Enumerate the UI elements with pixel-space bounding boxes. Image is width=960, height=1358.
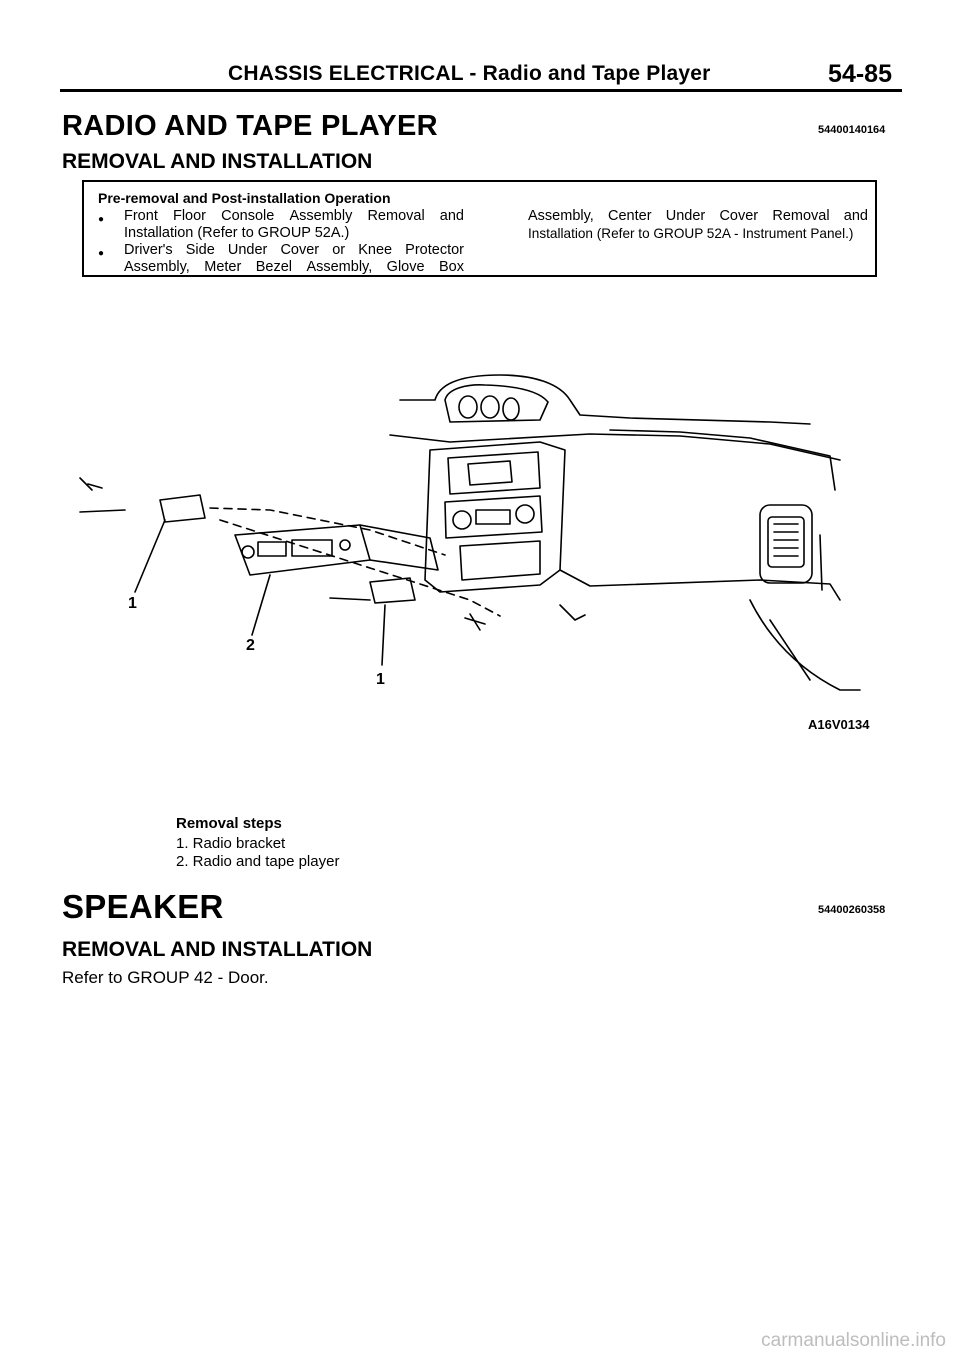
page-header xyxy=(60,58,902,92)
bullet-item-1 xyxy=(98,208,464,242)
bullet-dot: ● xyxy=(98,214,105,225)
word: Under xyxy=(227,242,268,258)
radio-bracket-right xyxy=(370,578,415,603)
leader-1-center xyxy=(382,605,385,665)
tape-slot xyxy=(292,540,332,556)
step-item: 2. Radio and tape player xyxy=(176,853,340,870)
radio-unit-front xyxy=(235,525,370,575)
dash-right-end xyxy=(820,535,822,590)
word: Removal xyxy=(772,208,830,224)
screw-left xyxy=(80,510,125,512)
removal-steps xyxy=(176,815,339,871)
pre-removal-box xyxy=(82,180,877,277)
removal-steps-title: Removal steps xyxy=(176,815,282,832)
leader-2 xyxy=(252,575,270,635)
right-line2: Installation (Refer to GROUP 52A - Instrument Panel.) xyxy=(528,226,854,241)
ac-knob-left xyxy=(453,511,471,529)
callout-1-center: 1 xyxy=(376,671,385,688)
gauge-right xyxy=(503,398,519,420)
glovebox-edge xyxy=(770,620,810,680)
side-vent-louvers xyxy=(774,524,798,556)
leader-1-left xyxy=(135,520,165,592)
radio-knob-right xyxy=(340,540,350,550)
word: Removal xyxy=(367,208,425,224)
word: Assembly, xyxy=(306,259,373,275)
word: Assembly, xyxy=(124,259,190,275)
watermark: carmanualsonline.info xyxy=(761,1330,946,1351)
word: Knee xyxy=(358,242,393,258)
harness-guide-line xyxy=(210,508,445,555)
word: Cover xyxy=(719,208,759,224)
callout-1-left: 1 xyxy=(128,595,137,612)
callout-2: 2 xyxy=(246,637,255,654)
lower-dash-edge xyxy=(560,570,840,600)
dash-upper-edge xyxy=(390,434,840,460)
screw-top-left xyxy=(80,478,102,490)
word: Driver's xyxy=(124,242,173,258)
word: Meter xyxy=(204,259,242,275)
right-line1 xyxy=(528,208,868,225)
step-item: 1. Radio bracket xyxy=(176,835,286,852)
gauge-left xyxy=(459,396,477,418)
section-title: CHASSIS ELECTRICAL - Radio and Tape Player xyxy=(228,62,711,85)
header-rule xyxy=(60,89,902,92)
radio-bracket-left xyxy=(160,495,205,522)
bullet2-line2 xyxy=(124,259,464,276)
bullet1-line2: Installation (Refer to GROUP 52A.) xyxy=(124,225,350,241)
pre-removal-left-column xyxy=(98,208,464,276)
word: Console xyxy=(221,208,275,224)
word: or xyxy=(332,242,346,258)
figure-code: A16V0134 xyxy=(808,717,870,732)
bullet-item-2 xyxy=(98,242,464,276)
word: Glove xyxy=(386,259,425,275)
word: Front xyxy=(124,208,158,224)
speaker-reference-text: Refer to GROUP 42 - Door. xyxy=(62,968,269,987)
word: Side xyxy=(185,242,215,258)
pre-removal-title: Pre-removal and Post-installation Operation xyxy=(98,190,391,206)
word: Assembly xyxy=(289,208,353,224)
radio-display xyxy=(258,542,286,556)
gauge-center xyxy=(481,396,499,418)
screw-lower xyxy=(330,598,370,600)
radio-knob-left xyxy=(242,546,254,558)
pre-removal-right-column xyxy=(528,208,868,242)
page-number: 54-85 xyxy=(828,60,892,88)
radio-subtitle: REMOVAL AND INSTALLATION xyxy=(62,150,373,173)
upper-opening xyxy=(468,461,512,485)
word: and xyxy=(843,208,868,224)
console-side xyxy=(560,605,585,620)
word: Bezel xyxy=(255,259,293,275)
ac-knob-right xyxy=(516,505,534,523)
word: Under xyxy=(665,208,706,224)
speaker-subtitle: REMOVAL AND INSTALLATION xyxy=(62,938,373,961)
ac-control-panel xyxy=(445,496,542,538)
word: Assembly, xyxy=(528,208,594,224)
word: Floor xyxy=(172,208,207,224)
speaker-code: 54400260358 xyxy=(818,904,886,916)
word: Box xyxy=(438,259,464,275)
dash-right-lower-curve xyxy=(750,600,860,690)
ac-center-control xyxy=(476,510,510,524)
word: and xyxy=(439,208,464,224)
word: Center xyxy=(608,208,652,224)
upper-vent-bezel xyxy=(448,452,540,494)
bullet1-line1 xyxy=(124,208,464,225)
radio-title: RADIO AND TAPE PLAYER xyxy=(62,110,438,142)
meter-hood xyxy=(445,385,548,422)
radio-removal-diagram xyxy=(70,360,900,735)
radio-opening xyxy=(460,541,540,580)
screw-bottom xyxy=(465,614,485,630)
bullet2-line1 xyxy=(124,242,464,259)
radio-code: 54400140164 xyxy=(818,124,886,136)
bullet-dot: ● xyxy=(98,248,105,259)
word: Protector xyxy=(405,242,464,258)
speaker-title: SPEAKER xyxy=(62,888,224,925)
word: Cover xyxy=(280,242,320,258)
